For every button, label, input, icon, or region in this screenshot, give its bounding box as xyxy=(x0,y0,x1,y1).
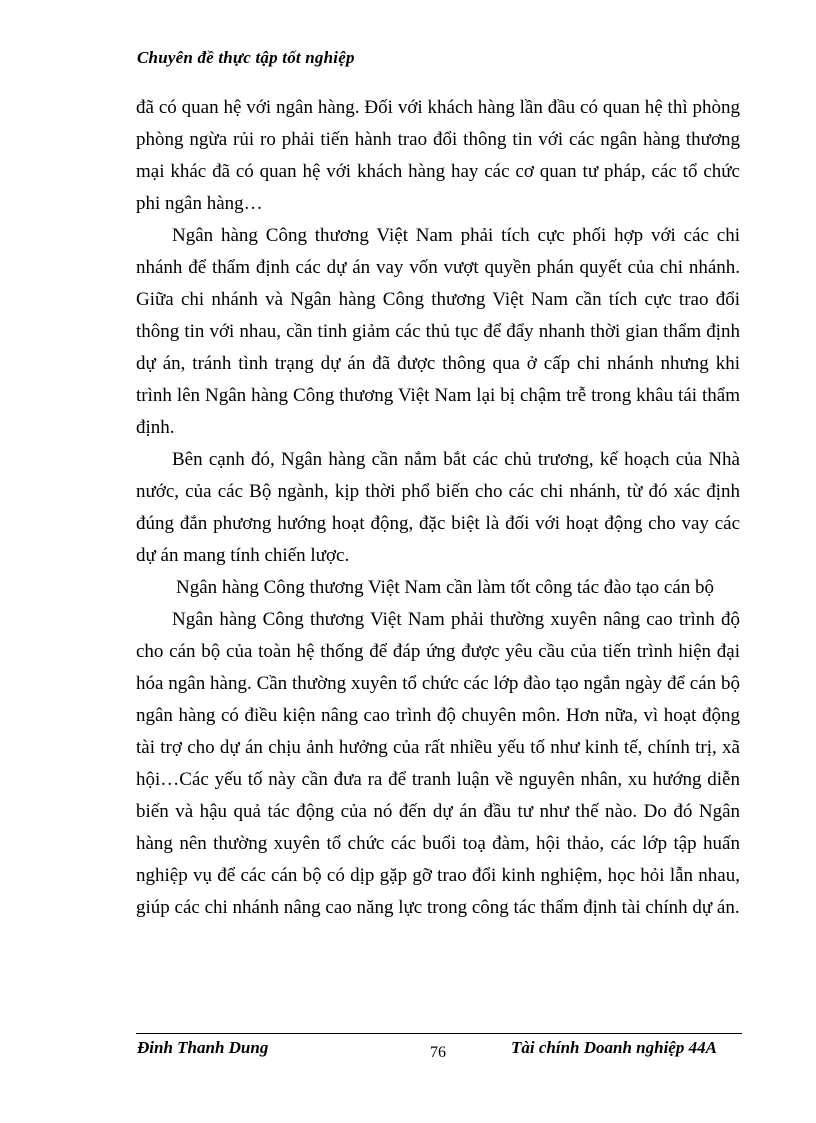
running-header: Chuyên đề thực tập tốt nghiệp xyxy=(137,48,355,67)
paragraph-continuation: đã có quan hệ với ngân hàng. Đối với khách hàng lần đầu có quan hệ thì phòng phòng ngừa rủi ro phải tiến hành trao đổi thông tin với các ngân hàng thương mại khác đã có quan hệ với khách hàng hay các cơ quan tư pháp, các tổ chức phi ngân hàng… xyxy=(136,97,740,214)
footer-author: Đinh Thanh Dung xyxy=(137,1038,269,1057)
page-number: 76 xyxy=(430,1044,446,1061)
paragraph-coordination: Ngân hàng Công thương Việt Nam phải tích cực phối hợp với các chi nhánh để thẩm định các dự án vay vốn vượt quyền phán quyết của chi nhánh. Giữa chi nhánh và Ngân hàng Công thương Việt Nam cần tích cực trao đổi thông tin với nhau, cần tinh giảm các thủ tục để đẩy nhanh thời gian thẩm định dự án, tránh tình trạng dự án đã được thông qua ở cấp chi nhánh nhưng khi trình lên Ngân hàng Công thương Việt Nam lại bị chậm trễ trong khâu tái thẩm định. xyxy=(136,225,740,438)
page-body xyxy=(136,92,740,924)
paragraph-policy: Bên cạnh đó, Ngân hàng cần nắm bắt các chủ trương, kế hoạch của Nhà nước, của các Bộ ngành, kịp thời phổ biến cho các chi nhánh, từ đó xác định đúng đắn phương hướng hoạt động, đặc biệt là đối với hoạt động cho vay các dự án mang tính chiến lược. xyxy=(136,449,740,566)
paragraph-training: Ngân hàng Công thương Việt Nam phải thường xuyên nâng cao trình độ cho cán bộ của toàn hệ thống để đáp ứng được yêu cầu của tiến trình hiện đại hóa ngân hàng. Cần thường xuyên tổ chức các lớp đào tạo ngắn ngày để cán bộ ngân hàng có điều kiện nâng cao trình độ chuyên môn. Hơn nữa, vì hoạt động tài trợ cho dự án chịu ảnh hưởng của rất nhiều yếu tố như kinh tế, chính trị, xã hội…Các yếu tố này cần đưa ra để tranh luận về nguyên nhân, xu hướng diễn biến và hậu quả tác động của nó đến dự án đầu tư như thế nào. Do đó Ngân hàng nên thường xuyên tổ chức các buổi toạ đàm, hội thảo, các lớp tập huấn nghiệp vụ để các cán bộ có dịp gặp gỡ trao đổi kinh nghiệm, học hỏi lẫn nhau, giúp các chi nhánh nâng cao năng lực trong công tác thẩm định tài chính dự án. xyxy=(136,609,740,918)
footer-department: Tài chính Doanh nghiệp 44A xyxy=(511,1038,717,1057)
footer-divider xyxy=(136,1033,742,1034)
section-subheading: Ngân hàng Công thương Việt Nam cần làm tốt công tác đào tạo cán bộ xyxy=(176,577,715,598)
